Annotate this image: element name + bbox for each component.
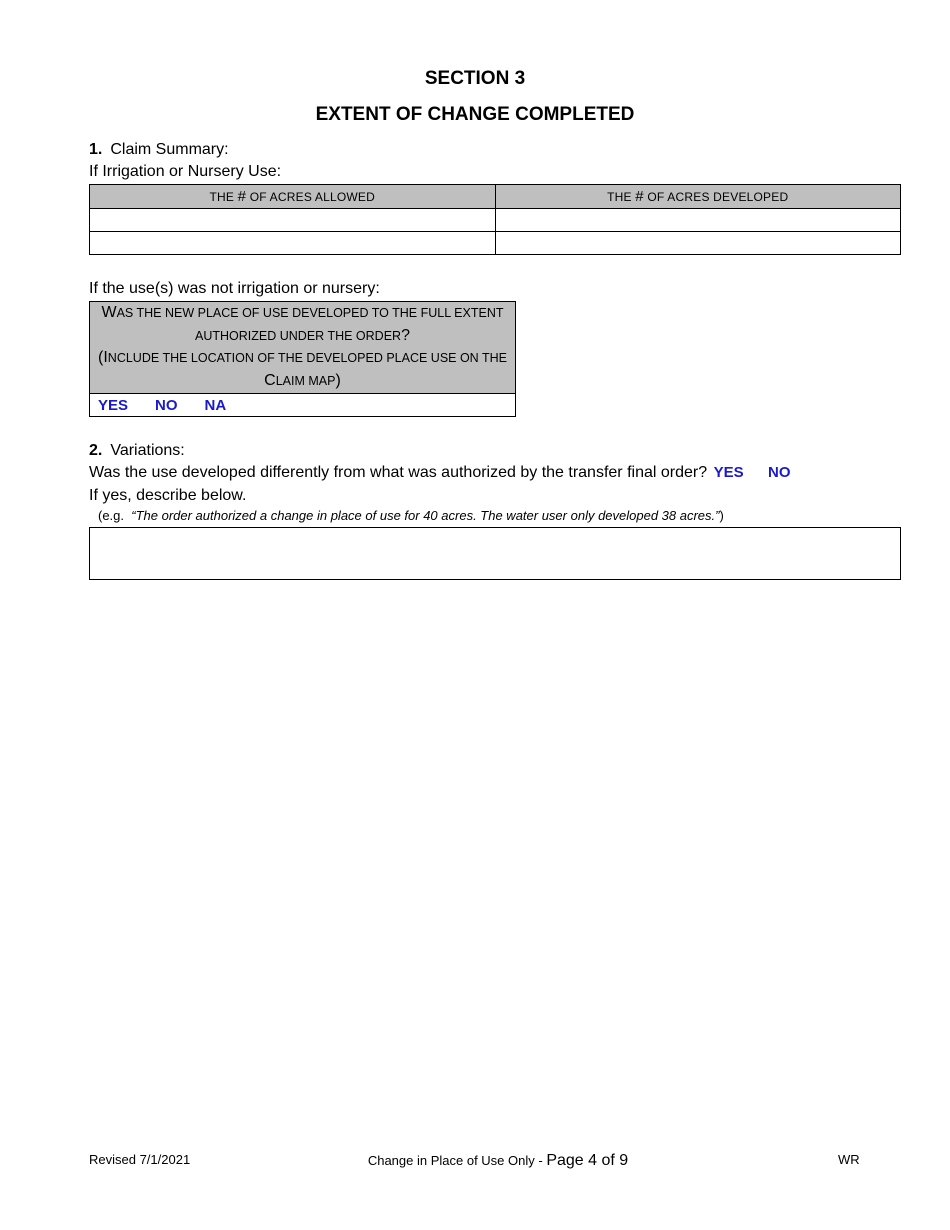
footer-code: WR (838, 1152, 860, 1167)
variations-heading (89, 442, 185, 460)
item-number: 2. (89, 442, 103, 459)
claim-summary-heading (89, 141, 229, 159)
acres-table-header (90, 185, 901, 209)
item-number: 1. (89, 141, 103, 158)
not-irrigation-label: If the use(s) was not irrigation or nursery: (89, 280, 380, 297)
full-extent-question: WAS THE NEW PLACE OF USE DEVELOPED TO THE FULL EXTENT AUTHORIZED UNDER THE ORDER? (INCLUDE THE LOCATION OF THE DEVELOPED PLACE USE ON THE CLAIM MAP) (90, 302, 515, 394)
acres-developed-cell[interactable] (495, 232, 901, 255)
acres-table (89, 184, 901, 255)
acres-allowed-header: THE # OF ACRES ALLOWED (90, 185, 496, 209)
variation-question: Was the use developed differently from what was authorized by the transfer final order? (89, 464, 708, 481)
example-text: (e.g. “The order authorized a change in place of use for 40 acres. The water user only developed 38 acres.”) (98, 508, 724, 523)
acres-developed-cell[interactable] (495, 209, 901, 232)
footer-form-name: Change in Place of Use Only - (367, 1153, 547, 1168)
variation-description-field[interactable] (89, 527, 901, 580)
irrigation-label: If Irrigation or Nursery Use: (89, 163, 282, 180)
variations-label: Variations: (110, 442, 185, 459)
table-row (90, 232, 901, 255)
footer-center (0, 1152, 950, 1170)
option-no[interactable]: NO (155, 396, 178, 414)
footer-page-number: Page 4 of 9 (546, 1152, 629, 1169)
option-yes[interactable]: YES (98, 396, 129, 414)
option-na[interactable]: NA (204, 396, 227, 414)
variation-question-line (89, 464, 791, 482)
describe-label: If yes, describe below. (89, 487, 247, 504)
claim-summary-label: Claim Summary: (110, 141, 229, 158)
section-title: SECTION 3 (424, 68, 526, 89)
variation-no[interactable]: NO (768, 464, 791, 481)
acres-allowed-cell[interactable] (90, 209, 496, 232)
full-extent-options (90, 394, 515, 416)
footer-revised: Revised 7/1/2021 (89, 1152, 191, 1167)
full-extent-box (89, 301, 516, 417)
section-subtitle: EXTENT OF CHANGE COMPLETED (315, 104, 635, 125)
table-row (90, 209, 901, 232)
variation-yes[interactable]: YES (713, 464, 744, 481)
acres-developed-header: THE # OF ACRES DEVELOPED (495, 185, 901, 209)
acres-allowed-cell[interactable] (90, 232, 496, 255)
